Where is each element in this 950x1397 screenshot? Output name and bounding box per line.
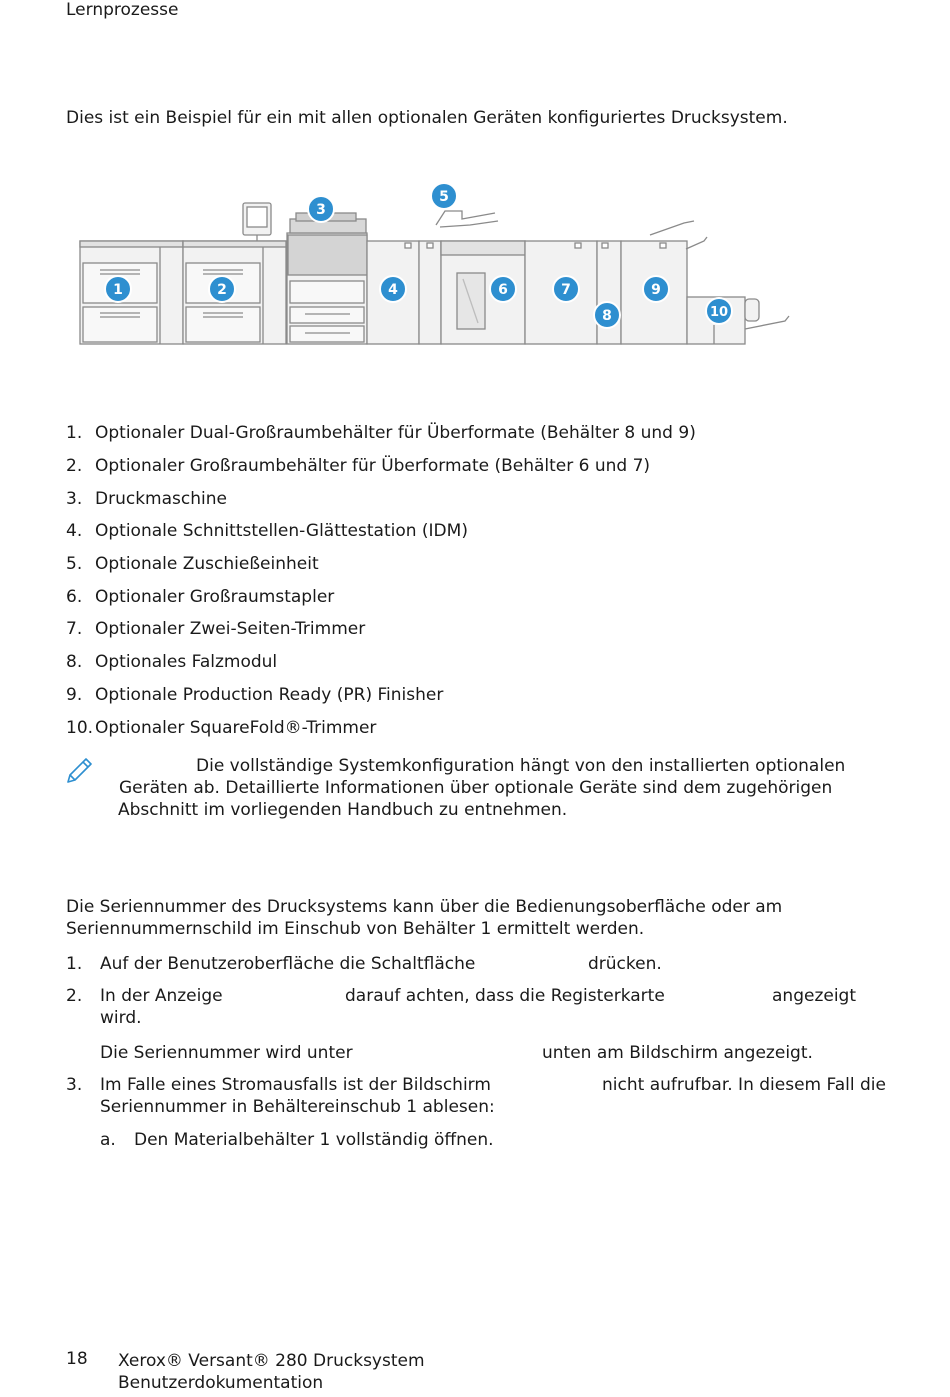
callout-7 [553, 276, 579, 302]
svg-text:7: 7 [561, 282, 571, 298]
step-3-middle: nicht aufrufbar. In diesem Fall die [602, 1075, 886, 1095]
svg-text:1: 1 [113, 282, 123, 298]
step-2-end: angezeigt [772, 986, 857, 1006]
callout-6 [490, 276, 516, 302]
svg-text:4: 4 [388, 282, 398, 298]
svg-text:2: 2 [217, 282, 227, 298]
step-2-middle: darauf achten, dass die Registerkarte [345, 986, 665, 1006]
callout-4 [380, 276, 406, 302]
serial-intro-1: Die Seriennummer des Drucksystems kann über die Bedienungsoberfläche oder am [66, 897, 783, 917]
callout-9 [643, 276, 669, 302]
step-2-note-b: unten am Bildschirm angezeigt. [542, 1043, 813, 1063]
intro-text: Dies ist ein Beispiel für ein mit allen optionalen Geräten konfiguriertes Drucksystem. [66, 108, 788, 128]
page-number: 18 [66, 1349, 88, 1369]
section-header: Lernprozesse [66, 0, 179, 20]
callout-1 [105, 276, 131, 302]
serial-intro-2: Seriennummernschild im Einschub von Behälter 1 ermittelt werden. [66, 919, 645, 939]
callout-8 [594, 302, 620, 328]
footer-doc: Benutzerdokumentation [118, 1373, 324, 1393]
note-line-3: Abschnitt im vorliegenden Handbuch zu entnehmen. [118, 800, 568, 820]
svg-text:10: 10 [709, 305, 729, 320]
note-line-2: Geräten ab. Detaillierte Informationen über optionale Geräte sind dem zugehörigen [119, 778, 833, 798]
callout-markers [0, 175, 950, 375]
pencil-icon [64, 756, 94, 786]
svg-text:9: 9 [651, 282, 661, 298]
svg-text:6: 6 [498, 282, 508, 298]
svg-text:3: 3 [316, 202, 326, 218]
note-line-1: Die vollständige Systemkonfiguration hängt von den installierten optionalen [196, 756, 846, 776]
step-2-wrap: wird. [100, 1008, 142, 1028]
step-1-end: drücken. [588, 954, 662, 974]
callout-3 [308, 196, 334, 222]
step-3-wrap: Seriennummer in Behältereinschub 1 ablesen: [100, 1097, 495, 1117]
svg-text:5: 5 [439, 189, 449, 205]
footer-product: Xerox® Versant® 280 Drucksystem [118, 1351, 425, 1371]
callout-5 [431, 183, 457, 209]
callout-2 [209, 276, 235, 302]
callout-10 [706, 298, 732, 324]
svg-text:8: 8 [602, 308, 612, 324]
step-2-note-a: Die Seriennummer wird unter [100, 1043, 353, 1063]
